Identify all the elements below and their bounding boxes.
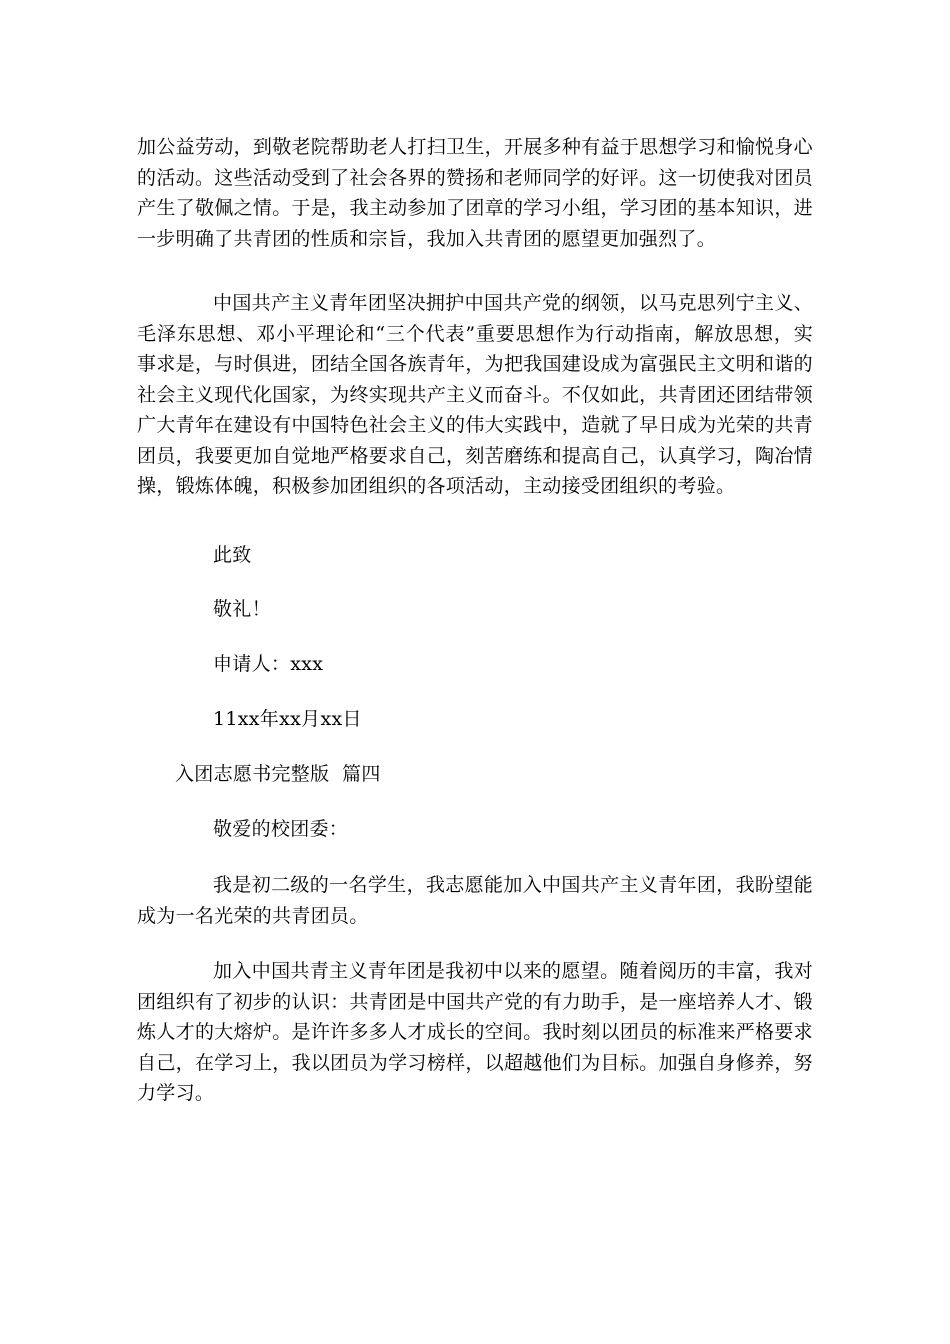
paragraph-aspiration: 加入中国共青主义青年团是我初中以来的愿望。随着阅历的丰富，我对团组织有了初步的认识：共青团是中国共产党的有力助手，是一座培养人才、锻炼人才的大熔炉。是许许多多人才成长的空间。我时刻以团员的标准来严格要求自己，在学习上，我以团员为学习榜样，以超越他们为目标。加强自身修养，努力学习。 (137, 960, 813, 1104)
closing-salute: 此致 (213, 544, 252, 566)
paragraph-introduction: 我是初二级的一名学生，我志愿能加入中国共产主义青年团，我盼望能成为一名光荣的共青团员。 (137, 874, 813, 927)
closing-regards: 敬礼！ (213, 598, 271, 620)
paragraph-public-service: 加公益劳动，到敬老院帮助老人打扫卫生，开展多种有益于思想学习和愉悦身心的活动。这些活动受到了社会各界的赞扬和老师同学的好评。这一切使我对团员产生了敬佩之情。于是，我主动参加了团章的学习小组，学习团的基本知识，进一步明确了共青团的性质和宗旨，我加入共青团的愿望更加强烈了。 (137, 136, 813, 250)
application-date: 11xx年xx月xx日 (213, 708, 362, 730)
paragraph-league-principles: 中国共产主义青年团坚决拥护中国共产党的纲领，以马克思列宁主义、毛泽东思想、邓小平理论和“三个代表”重要思想作为行动指南，解放思想，实事求是，与时俱进，团结全国各族青年，为把我国建设成为富强民主文明和谐的社会主义现代化国家，为终实现共产主义而奋斗。不仅如此，共青团还团结带领广大青年在建设有中国特色社会主义的伟大实践中，造就了早日成为光荣的共青团员，我要更加自觉地严格要求自己，刻苦磨练和提高自己，认真学习，陶冶情操，锻炼体魄，积极参加团组织的各项活动，主动接受团组织的考验。 (137, 292, 813, 497)
applicant-signature: 申请人：xxx (213, 653, 324, 675)
section-title: 入团志愿书完整版 篇四 (175, 763, 381, 785)
greeting: 敬爱的校团委： (213, 818, 349, 840)
